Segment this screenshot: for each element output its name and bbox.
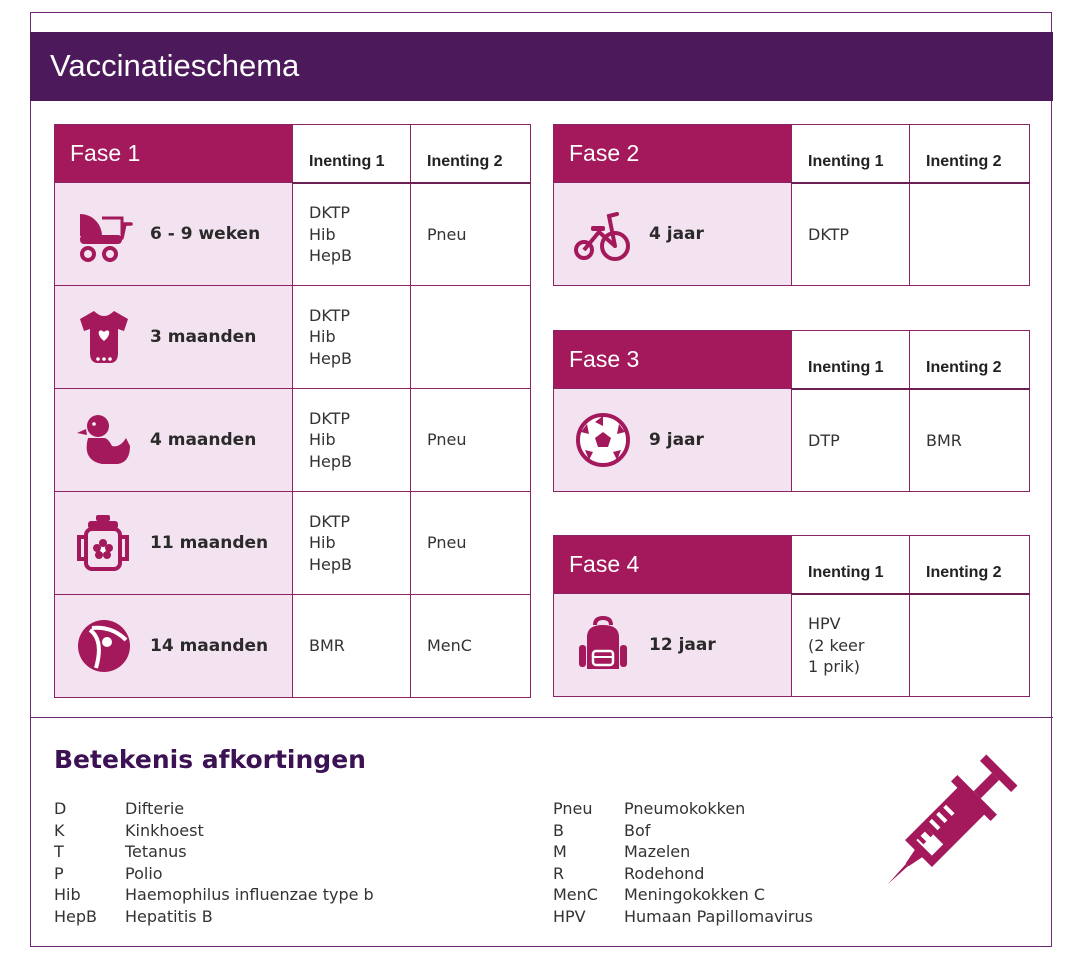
legend-item: MenC Meningokokken C <box>553 885 766 904</box>
phase-4-header: Fase 4 <box>554 536 792 594</box>
phase-3-table <box>553 330 1030 492</box>
legend-item: HepB Hepatitis B <box>54 906 213 926</box>
table-row <box>55 286 531 389</box>
inenting-1-cell: DKTP Hib HepB <box>293 183 411 286</box>
phase-2-header: Fase 2 <box>554 125 792 183</box>
phase-3-col-inenting-2: Inenting 2 <box>910 331 1030 389</box>
legend-item: M Mazelen <box>553 842 691 861</box>
inenting-2-cell: MenC <box>411 595 531 698</box>
table-row <box>55 183 531 286</box>
inenting-2-cell <box>910 594 1030 697</box>
phase-2-table <box>553 124 1030 286</box>
syringe-icon <box>880 750 1022 892</box>
inenting-2-cell: Pneu <box>411 183 531 286</box>
inenting-1-cell: HPV (2 keer 1 prik) <box>792 594 910 697</box>
legend-right <box>553 798 813 927</box>
table-row <box>55 492 531 595</box>
section-divider <box>30 717 1053 718</box>
table-row <box>554 183 1030 286</box>
baby-onesie-icon <box>74 307 134 367</box>
legend-item: Hib Haemophilus influenzae type b <box>54 885 374 904</box>
inenting-2-cell: Pneu <box>411 389 531 492</box>
legend-item: HPV Humaan Papillomavirus <box>553 906 813 926</box>
phase-3-col-inenting-1: Inenting 1 <box>792 331 910 389</box>
backpack-icon <box>573 615 633 675</box>
age-label: 3 maanden <box>150 327 257 347</box>
inenting-1-cell: DKTP Hib HepB <box>293 389 411 492</box>
soccer-ball-icon <box>573 410 633 470</box>
age-label: 14 maanden <box>150 636 269 656</box>
age-label: 12 jaar <box>649 635 716 655</box>
inenting-2-cell <box>910 183 1030 286</box>
sippy-cup-icon <box>74 513 134 573</box>
phase-1-col-inenting-2: Inenting 2 <box>411 125 531 183</box>
inenting-2-cell: BMR <box>910 389 1030 492</box>
legend-left <box>54 798 374 927</box>
stroller-icon <box>74 204 134 264</box>
rubber-duck-icon <box>74 410 134 470</box>
legend-item: R Rodehond <box>553 863 705 883</box>
inenting-1-cell: BMR <box>293 595 411 698</box>
beach-ball-icon <box>74 616 134 676</box>
phase-4-table <box>553 535 1030 697</box>
inenting-1-cell: DKTP Hib HepB <box>293 492 411 595</box>
age-label: 6 - 9 weken <box>150 224 261 244</box>
table-row <box>55 389 531 492</box>
phase-2-col-inenting-1: Inenting 1 <box>792 125 910 183</box>
phase-4-col-inenting-1: Inenting 1 <box>792 536 910 594</box>
page-title: Vaccinatieschema <box>50 48 300 83</box>
inenting-1-cell: DKTP <box>792 183 910 286</box>
age-label: 9 jaar <box>649 430 704 450</box>
legend-item: T Tetanus <box>54 842 187 861</box>
age-label: 4 jaar <box>649 224 704 244</box>
title-banner <box>30 32 1053 101</box>
legend-item: Pneu Pneumokokken <box>553 799 746 818</box>
phase-2-col-inenting-2: Inenting 2 <box>910 125 1030 183</box>
inenting-2-cell <box>411 286 531 389</box>
phase-1-col-inenting-1: Inenting 1 <box>293 125 411 183</box>
legend-item: D Difterie <box>54 799 185 818</box>
phase-4-col-inenting-2: Inenting 2 <box>910 536 1030 594</box>
age-label: 11 maanden <box>150 533 269 553</box>
inenting-2-cell: Pneu <box>411 492 531 595</box>
legend-title: Betekenis afkortingen <box>54 745 366 774</box>
legend-item: K Kinkhoest <box>54 820 204 840</box>
phase-3-header: Fase 3 <box>554 331 792 389</box>
tricycle-icon <box>573 204 633 264</box>
table-row <box>55 595 531 698</box>
table-row <box>554 594 1030 697</box>
legend-item: B Bof <box>553 820 651 840</box>
inenting-1-cell: DKTP Hib HepB <box>293 286 411 389</box>
age-label: 4 maanden <box>150 430 257 450</box>
legend-item: P Polio <box>54 863 163 883</box>
phase-1-header: Fase 1 <box>55 125 293 183</box>
inenting-1-cell: DTP <box>792 389 910 492</box>
table-row <box>554 389 1030 492</box>
phase-1-table <box>54 124 531 698</box>
